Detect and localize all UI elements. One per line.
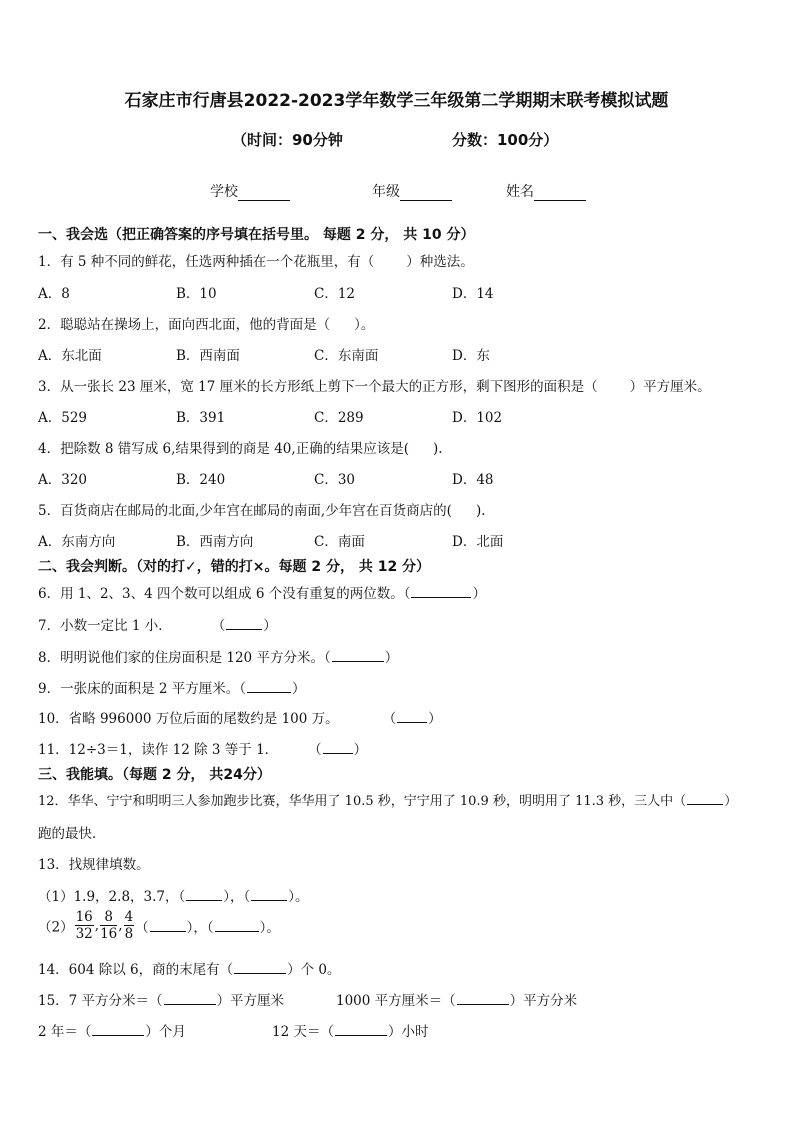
question-2: 2．聪聪站在操场上，面向西北面，他的背面是（ ）。 <box>38 317 375 333</box>
q3-option-d[interactable]: D．102 <box>452 410 503 426</box>
answer-blank[interactable] <box>226 616 262 630</box>
answer-blank[interactable] <box>457 991 509 1005</box>
answer-blank[interactable] <box>186 887 222 901</box>
q2-option-d[interactable]: D．东 <box>452 348 490 364</box>
question-6: 6．用 1、2、3、4 四个数可以组成 6 个没有重复的两位数。（ ） <box>38 586 486 602</box>
q3-option-a[interactable]: A．529 <box>38 410 88 426</box>
q1-option-d[interactable]: D．14 <box>452 286 494 302</box>
exam-title: 石家庄市行唐县2022-2023学年数学三年级第二学期期末联考模拟试题 <box>124 91 669 111</box>
question-7: 7．小数一定比 1 小． （ ） <box>38 618 277 634</box>
q2-option-c[interactable]: C．东南面 <box>314 348 379 364</box>
fraction: $\frac{16}{32}$ <box>75 909 93 942</box>
school-blank[interactable] <box>238 186 290 201</box>
answer-blank[interactable] <box>599 378 629 391</box>
q1-option-a[interactable]: A．8 <box>38 286 70 302</box>
q1-option-c[interactable]: C．12 <box>314 286 356 302</box>
answer-blank[interactable] <box>397 709 427 723</box>
q3-option-c[interactable]: C．289 <box>314 410 364 426</box>
answer-blank[interactable] <box>411 584 471 598</box>
name-label: 姓名 <box>506 184 534 200</box>
q5-option-d[interactable]: D．北面 <box>452 534 504 550</box>
question-15-part-b: 1000 平方厘米＝（ ）平方分米 <box>336 993 578 1009</box>
exam-score: 分数：100分） <box>452 131 559 149</box>
grade-label: 年级 <box>372 184 400 200</box>
answer-blank[interactable] <box>92 1022 144 1036</box>
answer-blank[interactable] <box>234 960 286 974</box>
answer-blank[interactable] <box>215 918 259 932</box>
question-12-line-2: 跑的最快． <box>38 826 106 842</box>
q2-option-b[interactable]: B．西南面 <box>176 348 240 364</box>
question-9: 9．一张床的面积是 2 平方厘米。（ ） <box>38 681 306 697</box>
answer-blank[interactable] <box>164 991 216 1005</box>
answer-blank[interactable] <box>247 679 291 693</box>
answer-blank[interactable] <box>331 316 353 329</box>
question-12: 12．华华、宁宁和明明三人参加跑步比赛，华华用了 10.5 秒，宁宁用了 10.9 秒，明明用了 11.3 秒，三人中（ ） <box>38 790 737 809</box>
question-15-part-c: 2 年＝（ ）个月 <box>38 1024 186 1040</box>
answer-blank[interactable] <box>375 253 405 266</box>
question-13-part-1: （1）1.9，2.8，3.7，（ ），（ ）。 <box>38 889 309 905</box>
answer-blank[interactable] <box>332 648 384 662</box>
answer-blank[interactable] <box>687 791 723 805</box>
question-10: 10．省略 996000 万位后面的尾数约是 100 万。 （ ） <box>38 711 442 727</box>
grade-field <box>372 181 452 201</box>
school-label: 学校 <box>210 184 238 200</box>
fraction: $\frac{4}{8}$ <box>124 909 134 942</box>
section-3-heading: 三、我能填。（每题 2 分， 共24分） <box>38 767 271 783</box>
question-13-part-2: （2） $\frac{16}{32}$ , $\frac{8}{16}$ , $\frac{4}{8}$ （ ），（ ）。 <box>38 909 280 942</box>
q2-option-a[interactable]: A．东北面 <box>38 348 102 364</box>
answer-blank[interactable] <box>453 502 475 515</box>
question-15-part-d: 12 天＝（ ）小时 <box>272 1024 429 1040</box>
q4-option-a[interactable]: A．320 <box>38 472 88 488</box>
grade-blank[interactable] <box>400 186 452 201</box>
exam-time: （时间：90分钟 <box>232 131 343 149</box>
question-4: 4．把除数 8 错写成 6,结果得到的商是 40,正确的结果应该是( ). <box>38 441 443 457</box>
question-14: 14．604 除以 6，商的末尾有（ ）个 0。 <box>38 962 341 978</box>
fraction: $\frac{8}{16}$ <box>100 909 118 942</box>
section-2-heading: 二、我会判断。（对的打✓，错的打×。每题 2 分， 共 12 分） <box>38 559 431 575</box>
answer-blank[interactable] <box>323 740 353 754</box>
question-11: 11．12÷3＝1，读作 12 除 3 等于 1． （ ） <box>38 742 368 758</box>
answer-blank[interactable] <box>150 918 186 932</box>
answer-blank[interactable] <box>410 440 432 453</box>
question-3: 3．从一张长 23 厘米，宽 17 厘米的长方形纸上剪下一个最大的正方形，剩下图形的面积是（ ）平方厘米。 <box>38 379 711 395</box>
q5-option-a[interactable]: A．东南方向 <box>38 534 116 550</box>
q5-option-b[interactable]: B．西南方向 <box>176 534 254 550</box>
answer-blank[interactable] <box>251 887 287 901</box>
q4-option-d[interactable]: D．48 <box>452 472 494 488</box>
question-8: 8．明明说他们家的住房面积是 120 平方分米。（ ） <box>38 650 399 666</box>
q4-option-b[interactable]: B．240 <box>176 472 226 488</box>
school-field <box>210 181 290 201</box>
q5-option-c[interactable]: C．南面 <box>314 534 365 550</box>
question-13: 13．找规律填数。 <box>38 857 150 873</box>
q4-option-c[interactable]: C．30 <box>314 472 356 488</box>
name-blank[interactable] <box>534 186 586 201</box>
answer-blank[interactable] <box>335 1022 387 1036</box>
q3-option-b[interactable]: B．391 <box>176 410 226 426</box>
question-15-part-a: 15．7 平方分米＝（ ）平方厘米 <box>38 993 285 1009</box>
question-5: 5．百货商店在邮局的北面,少年宫在邮局的南面,少年宫在百货商店的( ). <box>38 503 486 519</box>
section-1-heading: 一、我会选（把正确答案的序号填在括号里。 每题 2 分， 共 10 分） <box>38 227 475 243</box>
question-1: 1．有 5 种不同的鲜花，任选两种插在一个花瓶里，有（ ）种选法。 <box>38 254 474 270</box>
name-field <box>506 181 586 201</box>
q1-option-b[interactable]: B．10 <box>176 286 217 302</box>
